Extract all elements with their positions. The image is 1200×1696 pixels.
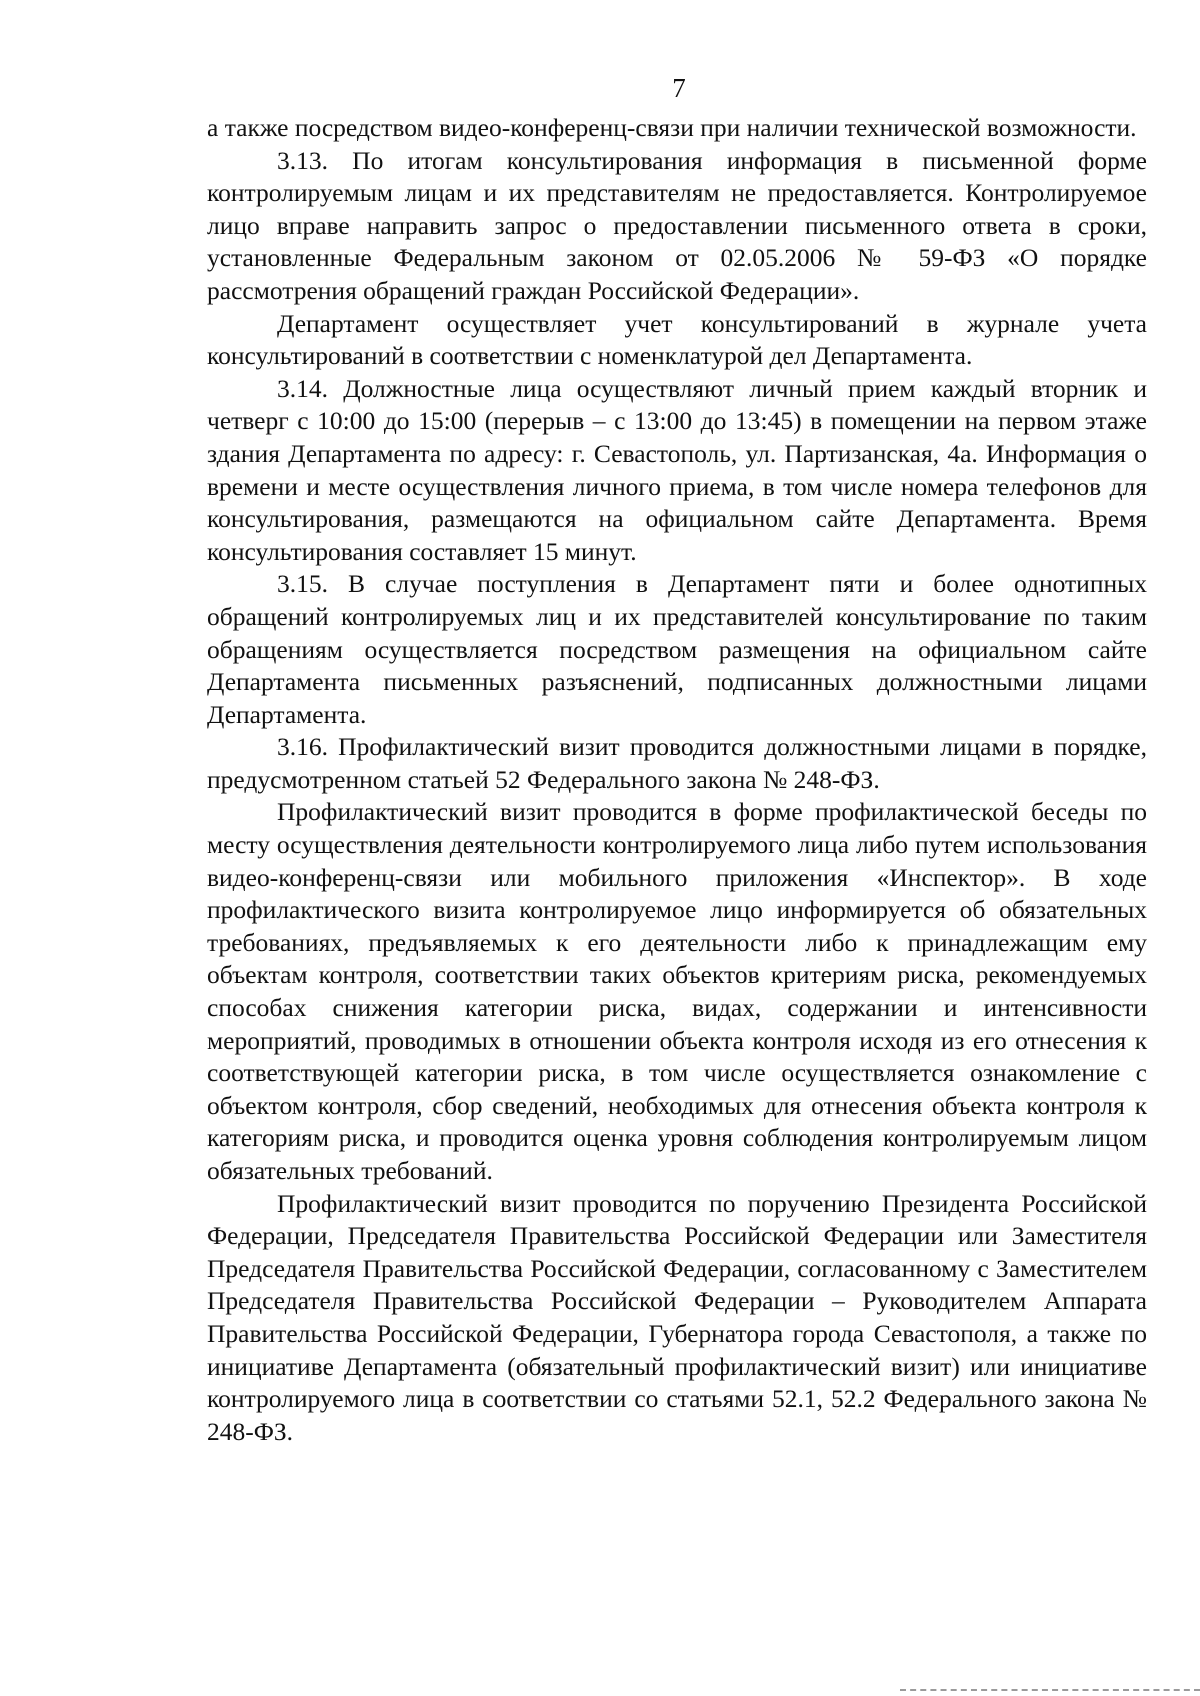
paragraph-3-16: 3.16. Профилактический визит проводится должностными лицами в порядке, предусмотренном статьей 52 Федерального закона № 248-ФЗ. — [207, 732, 1147, 794]
scan-edge-divider — [900, 1689, 1200, 1691]
paragraph-3-16-form: Профилактический визит проводится в форме профилактической беседы по месту осуществления деятельности контролируемого лица либо путем использования видео-конференц-связи или мобильного приложения «Инспектор». В ходе профилактического визита контролируемое лицо информируется об обязательных требованиях, предъявляемых к его деятельности либо к принадлежащим ему объектам контроля, соответствии таких объектов критериям риска, рекомендуемых способах снижения категории риска, видах, содержании и интенсивности мероприятий, проводимых в отношении объекта контроля исходя из его отнесения к соответствующей категории риска, в том числе осуществляется ознакомление с объектом контроля, сбор сведений, необходимых для отнесения объекта контроля к категориям риска, и проводится оценка уровня соблюдения контролируемым лицом обязательных требований. — [207, 797, 1147, 1185]
paragraph-3-14: 3.14. Должностные лица осуществляют личный прием каждый вторник и четверг с 10:00 до 15:00 (перерыв – с 13:00 до 13:45) в помещении на первом этаже здания Департамента по адресу: г. Севастополь, ул. Партизанская, 4а. Информация о времени и месте осуществления личного приема, в том числе номера телефонов для консультирования, размещаются на официальном сайте Департамента. Время консультирования составляет 15 минут. — [207, 373, 1147, 566]
page-number: 7 — [672, 73, 686, 103]
paragraph-3-16-instruction: Профилактический визит проводится по поручению Президента Российской Федерации, Председателя Правительства Российской Федерации или Заместителя Председателя Правительства Российской Федерации, согласованному с Заместителем Председателя Правительства Российской Федерации – Руководителем Аппарата Правительства Российской Федерации, Губернатора города Севастополя, а также по инициативе Департамента (обязательный профилактический визит) или инициативе контролируемого лица в соответствии со статьями 52.1, 52.2 Федерального закона № 248-ФЗ. — [207, 1188, 1147, 1446]
paragraph-3-15: 3.15. В случае поступления в Департамент пяти и более однотипных обращений контролируемых лиц и их представителей консультирование по таким обращениям осуществляется посредством размещения на официальном сайте Департамента письменных разъяснений, подписанных должностными лицами Департамента. — [207, 569, 1147, 729]
paragraph-3-13: 3.13. По итогам консультирования информация в письменной форме контролируемым лицам и их представителям не предоставляется. Контролируемое лицо вправе направить запрос о предоставлении письменного ответа в сроки, установленные Федеральным законом от 02.05.2006 № 59-ФЗ «О порядке рассмотрения обращений граждан Российской Федерации». — [207, 145, 1147, 305]
paragraph-3-13-journal: Департамент осуществляет учет консультирований в журнале учета консультирований в соответствии с номенклатурой дел Департамента. — [207, 308, 1147, 371]
paragraph-continuation: а также посредством видео-конференц-связи при наличии технической возможности. — [207, 113, 1137, 142]
document-body — [207, 112, 1147, 1448]
